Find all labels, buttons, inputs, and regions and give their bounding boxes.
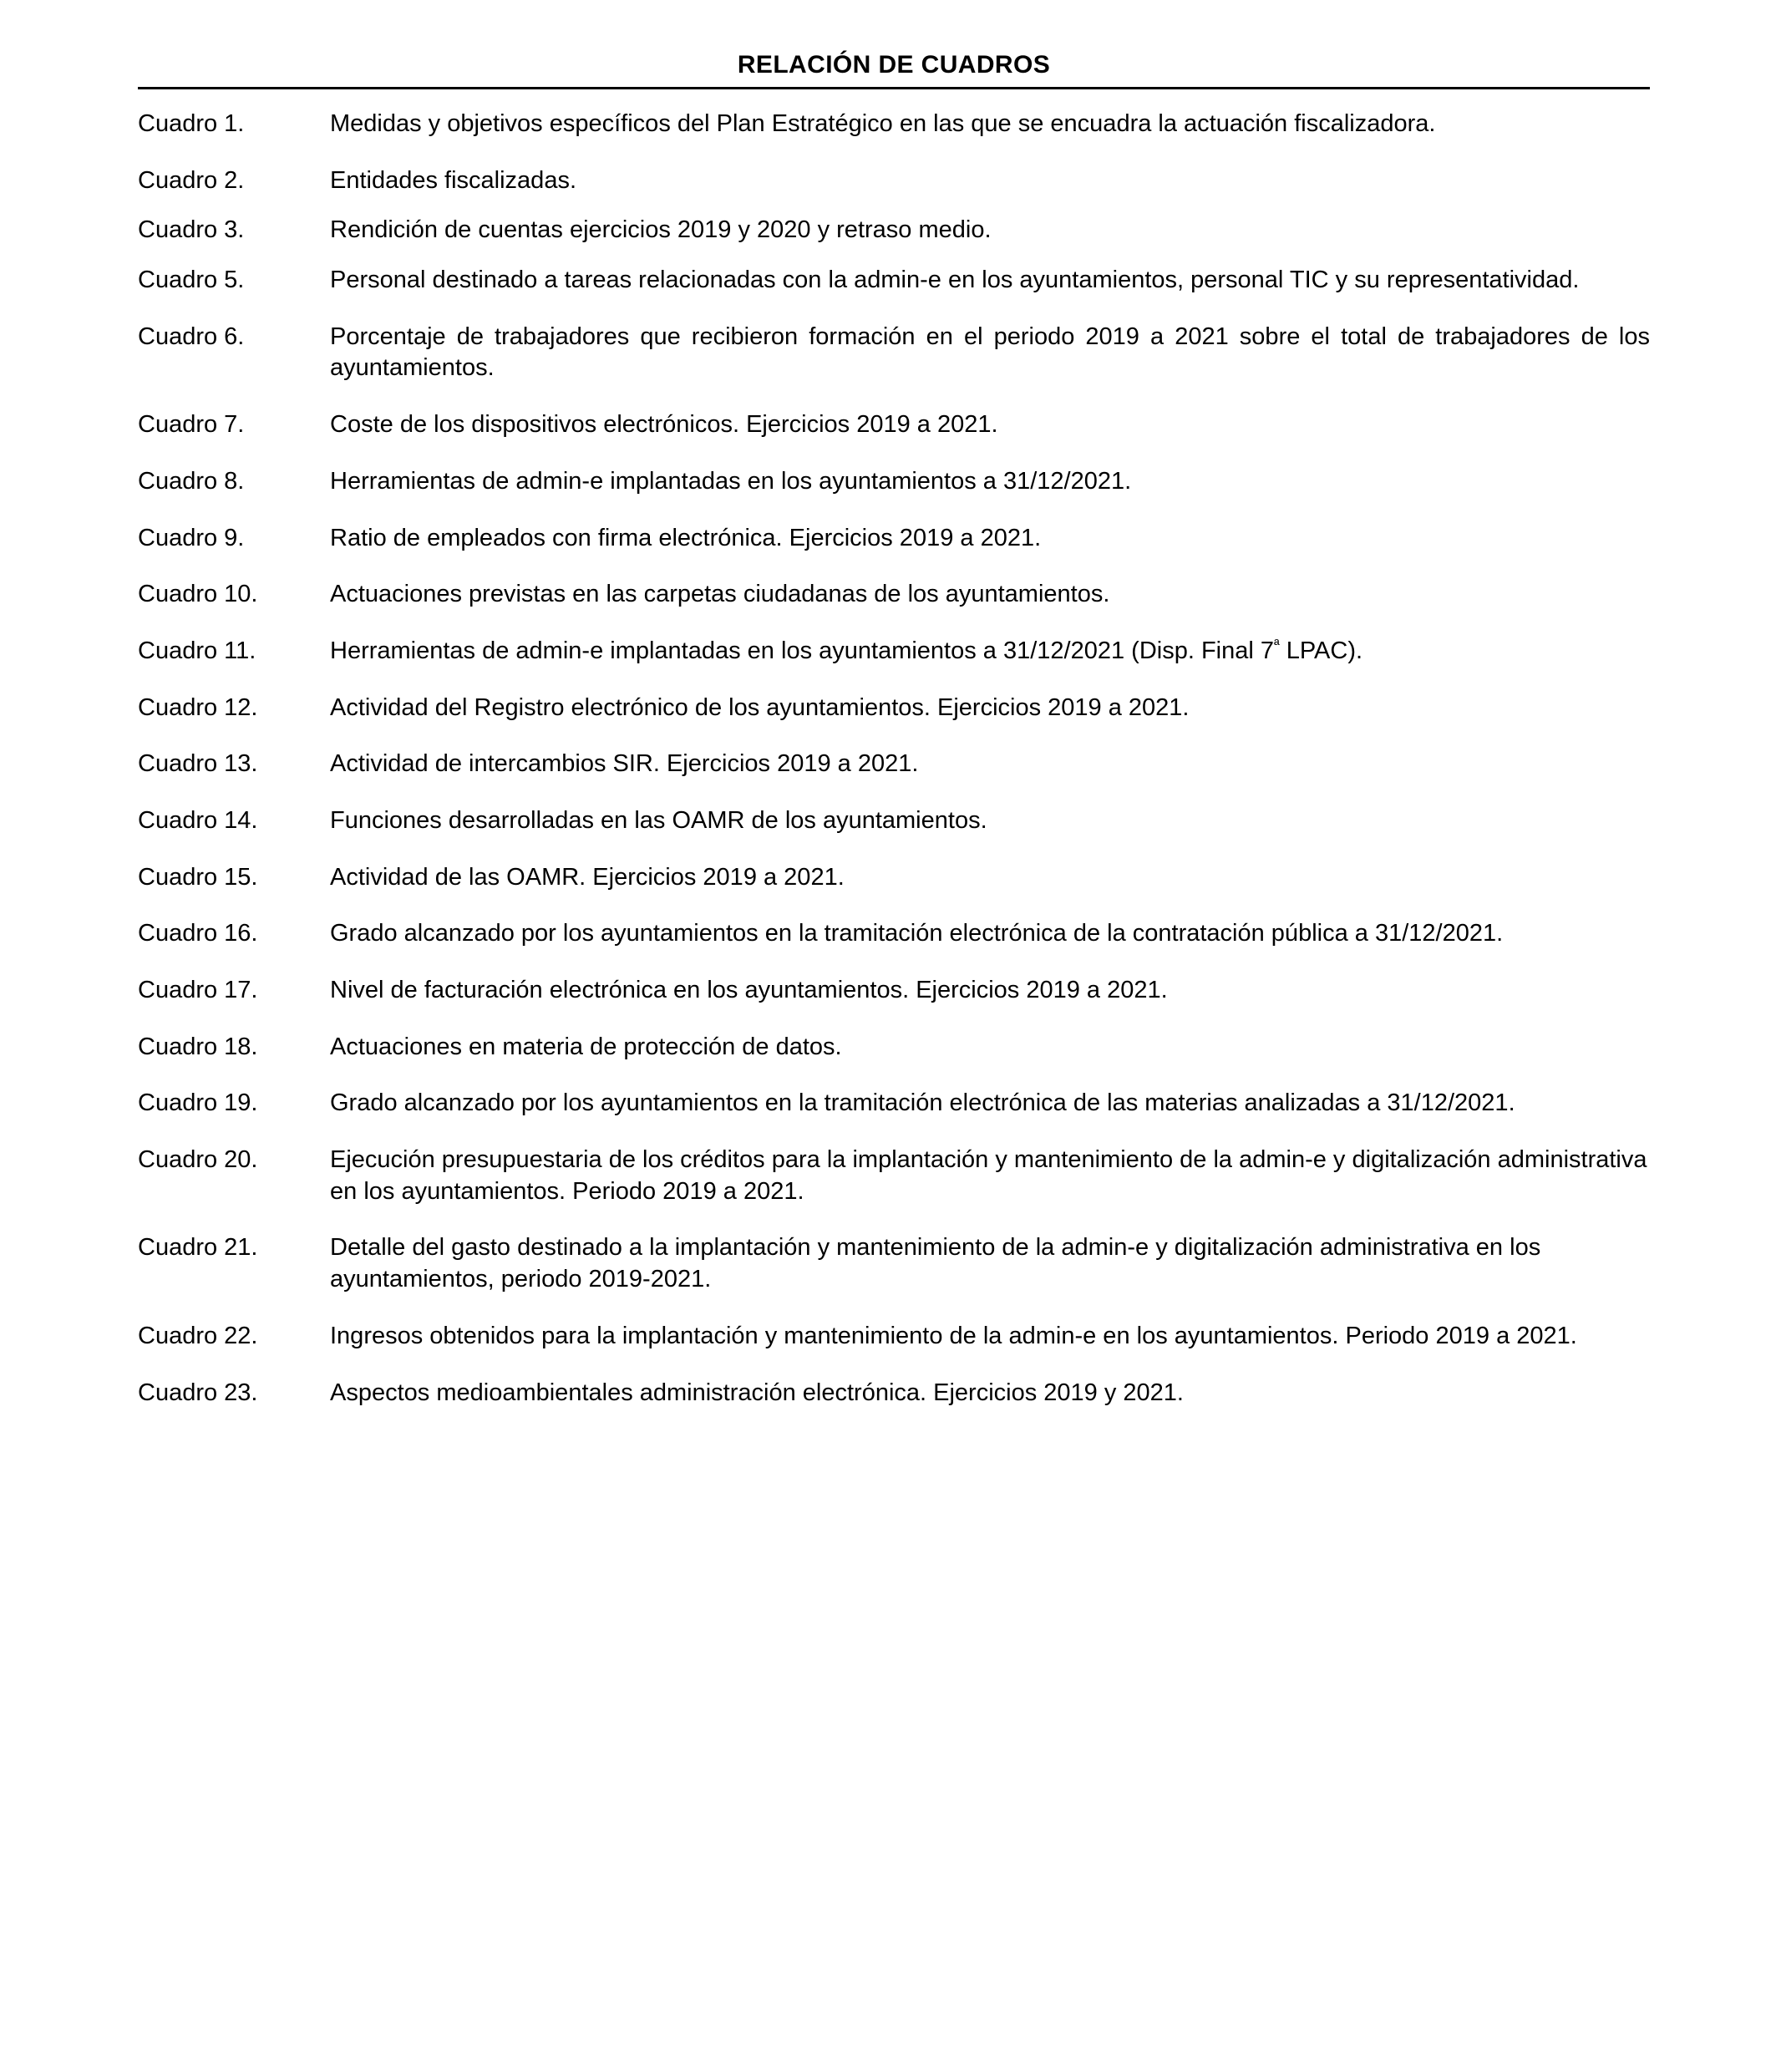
cuadro-entry <box>138 1088 1650 1120</box>
cuadro-description: Entidades fiscalizadas. <box>330 166 576 194</box>
cuadro-description: Actuaciones en materia de protección de datos. <box>330 1033 842 1060</box>
cuadro-number-label: Cuadro 2. <box>138 166 245 194</box>
cuadro-description: Actividad de las OAMR. Ejercicios 2019 a 2021. <box>330 863 845 891</box>
cuadro-number-label: Cuadro 3. <box>138 216 245 244</box>
cuadro-entry <box>138 215 1650 246</box>
cuadro-number-label: Cuadro 6. <box>138 322 245 350</box>
cuadro-entry <box>138 466 1650 498</box>
cuadro-description: Medidas y objetivos específicos del Plan Estratégico en las que se encuadra la actuación fiscalizadora. <box>330 110 1436 137</box>
cuadro-number-label: Cuadro 14. <box>138 806 258 834</box>
cuadro-number-label: Cuadro 10. <box>138 581 258 608</box>
cuadro-description: Herramientas de admin-e implantadas en los ayuntamientos a 31/12/2021. <box>330 467 1132 495</box>
cuadro-entry <box>138 805 1650 837</box>
cuadro-description: Nivel de facturación electrónica en los ayuntamientos. Ejercicios 2019 a 2021. <box>330 977 1168 1003</box>
cuadro-number-label: Cuadro 9. <box>138 524 245 551</box>
cuadro-entry <box>138 1321 1650 1353</box>
cuadro-entry <box>138 322 1650 384</box>
cuadro-number-label: Cuadro 13. <box>138 750 258 778</box>
cuadro-number-label: Cuadro 11. <box>138 637 256 664</box>
cuadro-description: Coste de los dispositivos electrónicos. Ejercicios 2019 a 2021. <box>330 411 998 439</box>
cuadro-number-label: Cuadro 15. <box>138 863 258 891</box>
cuadro-description: Grado alcanzado por los ayuntamientos en la tramitación electrónica de la contratación pública a 31/12/2021. <box>330 920 1504 947</box>
cuadro-number-label: Cuadro 18. <box>138 1033 258 1060</box>
cuadro-number-label: Cuadro 12. <box>138 693 258 721</box>
cuadro-number-label: Cuadro 16. <box>138 920 258 947</box>
cuadro-number-label: Cuadro 21. <box>138 1234 258 1262</box>
cuadro-description: Porcentaje de trabajadores que recibieron formación en el periodo 2019 a 2021 sobre el total de trabajadores de los ayuntamientos. <box>330 322 1650 382</box>
cuadro-entry <box>138 165 1650 197</box>
cuadro-entry <box>138 1232 1650 1295</box>
cuadro-number-label: Cuadro 7. <box>138 411 245 439</box>
cuadro-entry <box>138 1032 1650 1064</box>
cuadro-entry <box>138 918 1650 950</box>
cuadro-number-label: Cuadro 1. <box>138 110 245 137</box>
ordinal-superscript: ª <box>1274 636 1280 653</box>
cuadro-description: Ratio de empleados con firma electrónica. Ejercicios 2019 a 2021. <box>330 524 1042 551</box>
cuadro-entry <box>138 1145 1650 1207</box>
cuadro-description: Actividad de intercambios SIR. Ejercicios 2019 a 2021. <box>330 750 919 778</box>
cuadro-description: Rendición de cuentas ejercicios 2019 y 2020 y retraso medio. <box>330 216 992 244</box>
cuadro-entry <box>138 1378 1650 1409</box>
cuadro-description: Ejecución presupuestaria de los créditos para la implantación y mantenimiento de la admin-e y digitalización administrativa en los ayuntamientos. Periodo 2019 a 2021. <box>330 1146 1647 1205</box>
cuadro-number-label: Cuadro 5. <box>138 267 245 294</box>
cuadro-description: Ingresos obtenidos para la implantación y mantenimiento de la admin-e en los ayuntamientos. Periodo 2019 a 2021. <box>330 1322 1577 1349</box>
header-divider <box>138 87 1650 89</box>
cuadro-description: Aspectos medioambientales administración electrónica. Ejercicios 2019 y 2021. <box>330 1379 1184 1406</box>
cuadro-number-label: Cuadro 8. <box>138 467 245 495</box>
cuadro-number-label: Cuadro 22. <box>138 1322 258 1349</box>
cuadro-entry <box>138 862 1650 894</box>
cuadro-entry <box>138 265 1650 297</box>
cuadro-description: Grado alcanzado por los ayuntamientos en la tramitación electrónica de las materias analizadas a 31/12/2021. <box>330 1089 1515 1117</box>
page-header <box>138 52 1650 89</box>
cuadro-entry <box>138 749 1650 780</box>
cuadro-description: Herramientas de admin-e implantadas en los ayuntamientos a 31/12/2021 (Disp. Final $7^ª$ LPAC). <box>330 636 1363 664</box>
cuadro-number-label: Cuadro 19. <box>138 1089 258 1117</box>
cuadro-description: Detalle del gasto destinado a la implantación y mantenimiento de la admin-e y digitalización administrativa en los ayuntamientos, periodo 2019-2021. <box>330 1234 1541 1293</box>
cuadro-entry <box>138 693 1650 724</box>
cuadro-number-label: Cuadro 23. <box>138 1379 258 1406</box>
cuadro-entry <box>138 579 1650 611</box>
cuadro-description: Personal destinado a tareas relacionadas con la admin-e en los ayuntamientos, personal TIC y su representatividad. <box>330 267 1580 294</box>
cuadros-list <box>138 109 1650 1434</box>
cuadro-number-label: Cuadro 17. <box>138 977 258 1003</box>
cuadro-entry <box>138 636 1650 668</box>
cuadro-description: Actividad del Registro electrónico de los ayuntamientos. Ejercicios 2019 a 2021. <box>330 693 1190 721</box>
cuadro-number-label: Cuadro 20. <box>138 1146 258 1174</box>
cuadro-entry <box>138 109 1650 140</box>
cuadro-entry <box>138 409 1650 441</box>
cuadro-description: Funciones desarrolladas en las OAMR de los ayuntamientos. <box>330 806 987 834</box>
cuadro-entry <box>138 975 1650 1007</box>
cuadro-description: Actuaciones previstas en las carpetas ciudadanas de los ayuntamientos. <box>330 581 1110 608</box>
cuadro-entry <box>138 523 1650 555</box>
page-title: RELACIÓN DE CUADROS <box>737 51 1051 79</box>
